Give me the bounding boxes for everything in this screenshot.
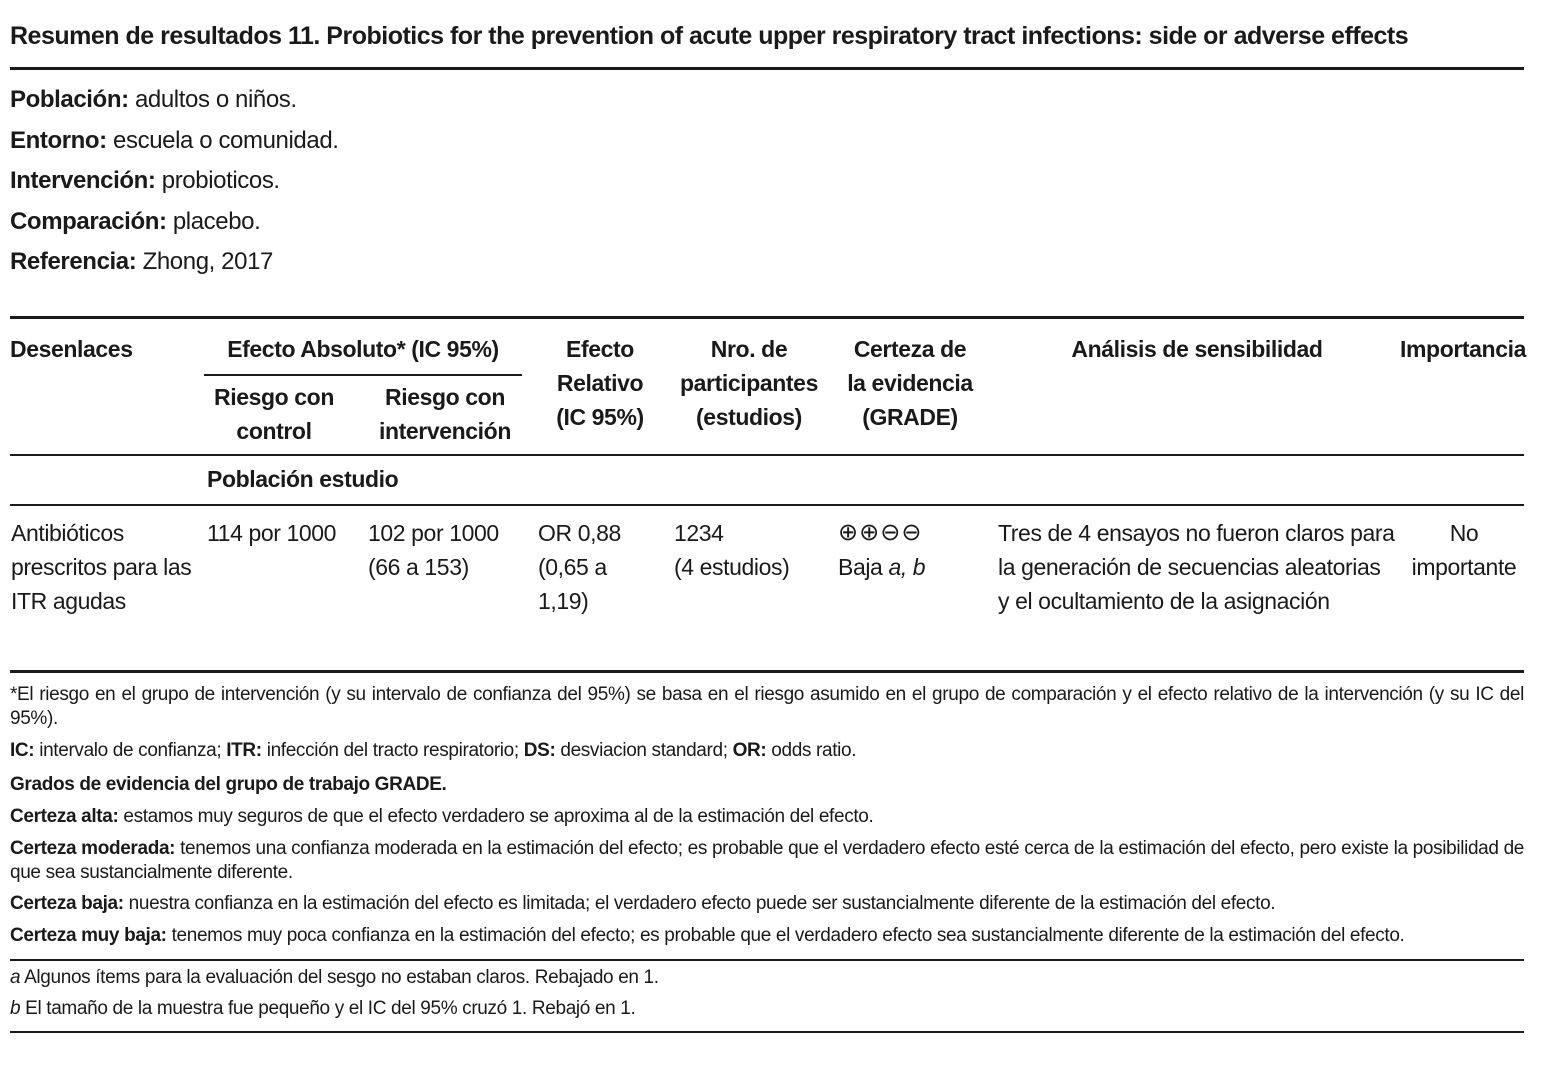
pico-intervencion: Intervención: probioticos.	[10, 167, 280, 194]
header-importancia: Importancia	[1400, 336, 1526, 362]
footnote-certeza-muy-baja: Certeza muy baja: tenemos muy poca confianza en la estimación del efecto; es probable que el verdadero efecto sea sustancialmente diferente de la estimación del efecto.	[10, 925, 1405, 946]
cell-riesgo-control: 114 por 1000	[207, 520, 337, 546]
header-participantes: Nro. de participantes (estudios)	[680, 336, 818, 430]
footnote-certeza-moderada: Certeza moderada: tenemos una confianza moderada en la estimación del efecto; es probable que el verdadero efecto esté cerca de la estimación del efecto, pero existe la posibilidad de que sea sustancialmente diferente.	[10, 838, 1525, 883]
cell-desenlace: Antibióticos prescritos para las ITR agudas	[11, 520, 192, 614]
pico-poblacion: Población: adultos o niños.	[10, 86, 297, 113]
pico-referencia: Referencia: Zhong, 2017	[10, 248, 273, 275]
grade-certainty-icon: ⊕⊕⊖⊖	[838, 519, 923, 546]
header-certeza: Certeza de la evidencia (GRADE)	[847, 336, 973, 430]
header-bottom-rule	[10, 454, 1524, 456]
pico-comparacion: Comparación: placebo.	[10, 208, 261, 235]
note-a: a Algunos ítems para la evaluación del sesgo no estaban claros. Rebajado en 1.	[10, 967, 659, 988]
footnote-grade-title: Grados de evidencia del grupo de trabajo GRADE.	[10, 774, 447, 795]
note-b: b El tamaño de la muestra fue pequeño y el IC del 95% cruzó 1. Rebajó en 1.	[10, 998, 636, 1019]
footnote-certeza-alta: Certeza alta: estamos muy seguros de que el efecto verdadero se aproxima al de la estimación del efecto.	[10, 806, 874, 827]
subheader-poblacion-estudio: Población estudio	[207, 466, 399, 492]
header-riesgo-intervencion: Riesgo con intervención	[379, 384, 511, 444]
notes-bottom-rule	[10, 1031, 1524, 1033]
footnote-certeza-baja: Certeza baja: nuestra confianza en la estimación del efecto es limitada; el verdadero efecto puede ser sustancialmente diferente de la estimación del efecto.	[10, 893, 1276, 914]
table-bottom-rule	[10, 670, 1524, 673]
table-top-rule	[10, 316, 1524, 319]
footnote-abbreviations: IC: intervalo de confianza; ITR: infección del tracto respiratorio; DS: desviacion standard; OR: odds ratio.	[10, 740, 857, 761]
header-analisis-sensibilidad: Análisis de sensibilidad	[1071, 336, 1323, 362]
page-title: Resumen de resultados 11. Probiotics for the prevention of acute upper respiratory tract infections: side or adverse effects	[10, 22, 1409, 50]
cell-participantes: 1234 (4 estudios)	[674, 520, 790, 580]
cell-riesgo-intervencion: 102 por 1000 (66 a 153)	[368, 520, 499, 580]
cell-efecto-relativo: OR 0,88 (0,65 a 1,19)	[538, 520, 621, 614]
cell-analisis-sensibilidad: Tres de 4 ensayos no fueron claros para la generación de secuencias aleatorias y el ocultamiento de la asignación	[998, 520, 1395, 614]
header-desenlaces: Desenlaces	[10, 336, 133, 362]
cell-importancia: No importante	[1411, 520, 1517, 580]
header-riesgo-control: Riesgo con control	[214, 384, 334, 444]
title-rule	[10, 67, 1524, 70]
header-efecto-absoluto-rule	[204, 374, 522, 376]
cell-certeza: ⊕⊕⊖⊖ Baja a, b	[838, 516, 925, 584]
notes-top-rule	[10, 959, 1524, 961]
footnote-asterisk: *El riesgo en el grupo de intervención (y su intervalo de confianza del 95%) se basa en el riesgo asumido en el grupo de comparación y el efecto relativo de la intervención (y su IC del 95%).	[10, 684, 1524, 729]
subheader-rule	[10, 504, 1524, 506]
pico-entorno: Entorno: escuela o comunidad.	[10, 127, 339, 154]
header-efecto-absoluto: Efecto Absoluto* (IC 95%)	[227, 336, 499, 362]
header-efecto-relativo: Efecto Relativo (IC 95%)	[556, 336, 644, 430]
